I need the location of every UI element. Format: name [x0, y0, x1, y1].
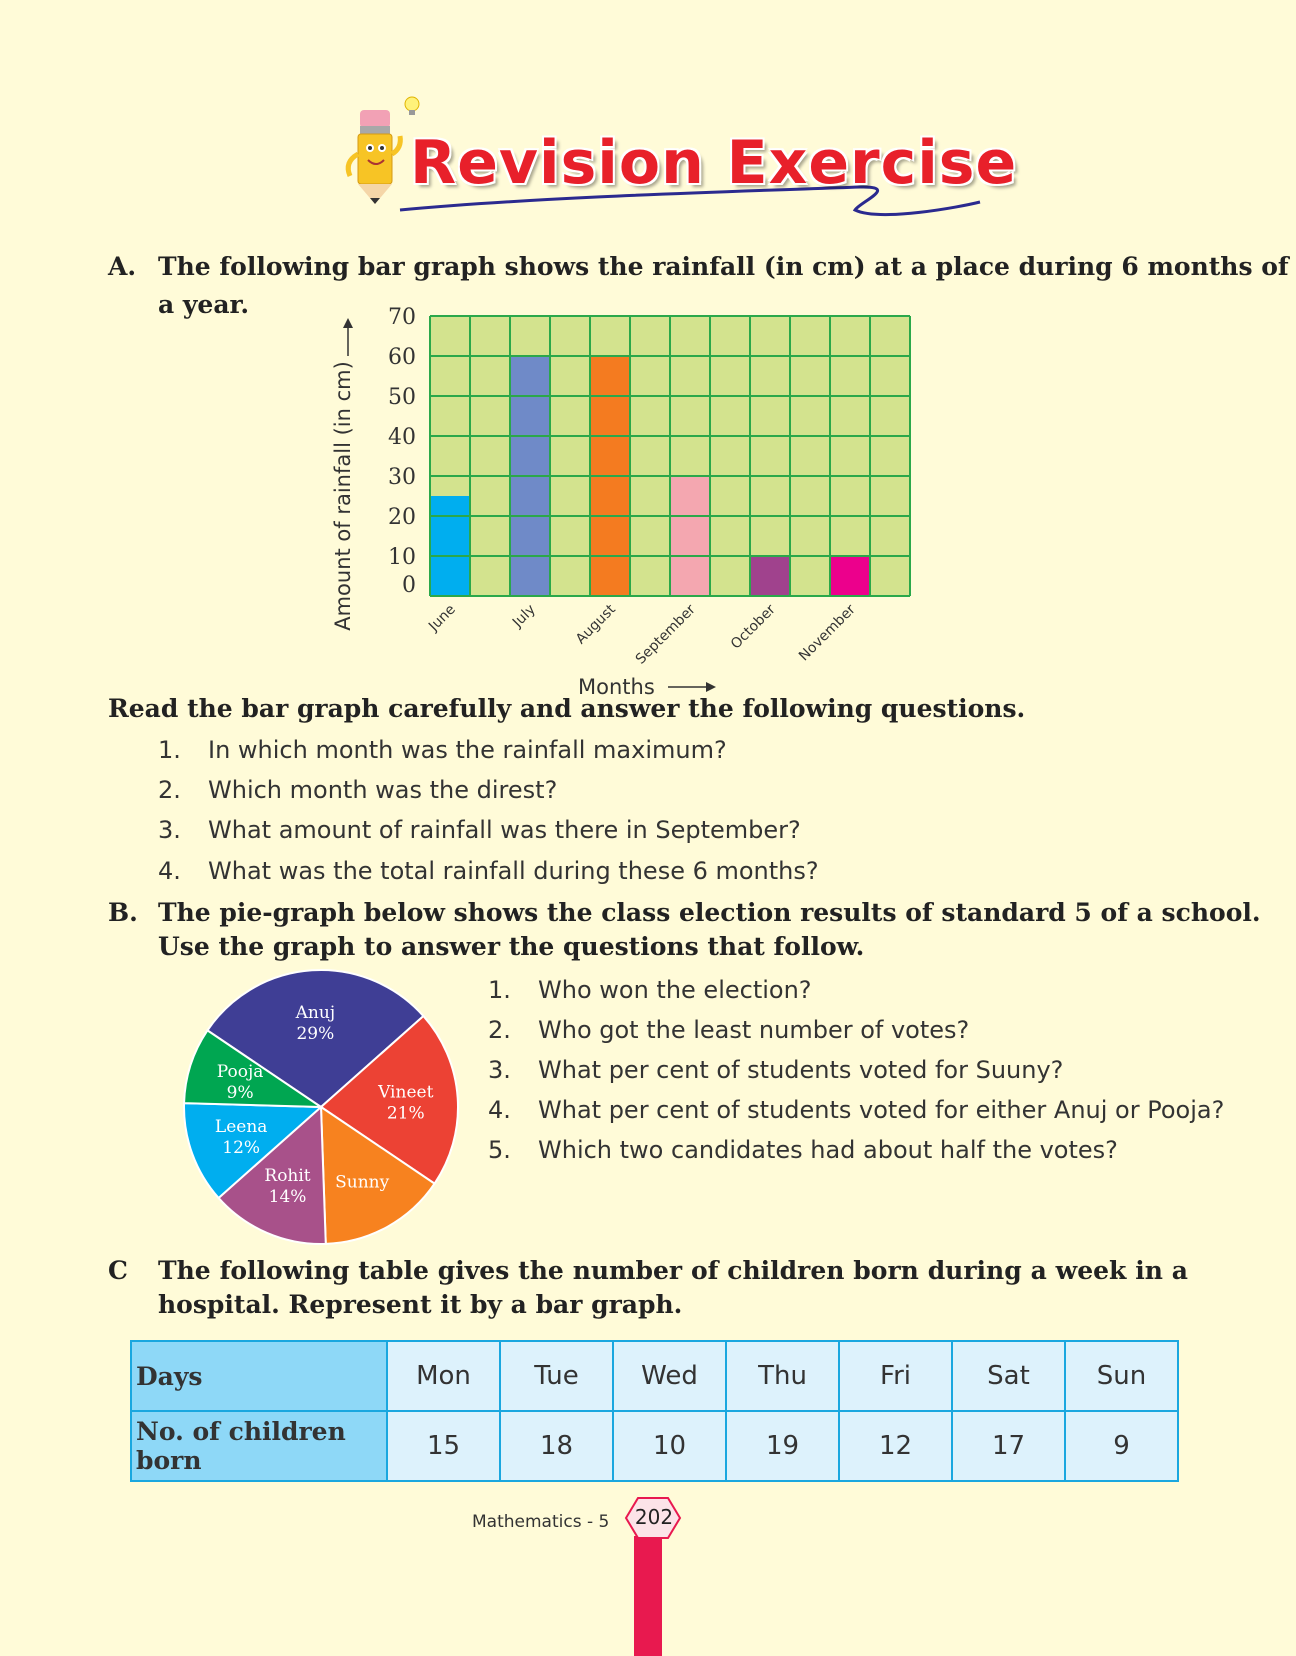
section-c-heading-line2: hospital. Represent it by a bar graph.: [158, 1290, 683, 1319]
y-tick-label: 40: [388, 425, 416, 450]
question-text: What was the total rainfall during these 6 months?: [208, 857, 819, 885]
question-item: [488, 1016, 969, 1044]
question-item: [488, 1096, 1224, 1124]
table-cell: 19: [726, 1411, 839, 1481]
x-tick-label: September: [632, 601, 699, 668]
table-cell: Wed: [613, 1341, 726, 1411]
question-number: 4.: [158, 857, 181, 885]
section-c-heading-line1: The following table gives the number of children born during a week in a: [158, 1256, 1188, 1285]
table-cell: Mon: [387, 1341, 500, 1411]
question-number: 3.: [158, 816, 181, 844]
bar-november: [830, 556, 870, 596]
row-header-children-born: No. of children born: [131, 1411, 387, 1481]
y-tick-label: 60: [388, 345, 416, 370]
section-c-label: C: [108, 1256, 128, 1285]
lightbulb-icon: [405, 97, 419, 115]
pie-label-percent: 9%: [226, 1083, 254, 1104]
children-born-table: [130, 1340, 1179, 1482]
pie-label-percent: 12%: [222, 1138, 261, 1159]
table-cell: 9: [1065, 1411, 1178, 1481]
pie-label-name: Rohit: [264, 1166, 311, 1187]
y-tick-label: 30: [388, 465, 416, 490]
table-row-days: [131, 1341, 1178, 1411]
question-text: Who won the election?: [538, 976, 812, 1004]
x-tick-label: October: [727, 601, 779, 653]
x-tick-label: July: [509, 601, 539, 631]
question-number: 1.: [488, 976, 511, 1004]
table-cell: 18: [500, 1411, 613, 1481]
table-cell: Sun: [1065, 1341, 1178, 1411]
election-pie-chart: [176, 962, 466, 1252]
table-cell: Sat: [952, 1341, 1065, 1411]
page-title: Revision Exercise: [410, 128, 1018, 198]
question-text: Who got the least number of votes?: [538, 1016, 970, 1044]
x-tick-label: June: [425, 601, 459, 635]
rainfall-bar-chart: [320, 290, 920, 699]
question-number: 2.: [158, 776, 181, 804]
pie-label-name: Vineet: [378, 1082, 434, 1103]
question-text: In which month was the rainfall maximum?: [208, 736, 727, 764]
table-cell: 17: [952, 1411, 1065, 1481]
bar-june: [430, 496, 470, 596]
pie-label-percent: 29%: [296, 1024, 335, 1045]
table-cell: 10: [613, 1411, 726, 1481]
question-item: [158, 776, 557, 804]
x-axis-arrow-head: [706, 682, 716, 692]
section-a-label: A.: [108, 252, 137, 281]
table-cell: Tue: [500, 1341, 613, 1411]
table-cell: 12: [839, 1411, 952, 1481]
x-tick-label: November: [796, 601, 859, 665]
section-b-heading-line2: Use the graph to answer the questions that follow.: [158, 932, 865, 961]
pie-label-name: Pooja: [216, 1062, 264, 1083]
x-axis-label: Months: [578, 675, 655, 699]
y-tick-label: 70: [388, 305, 416, 330]
question-item: [158, 736, 727, 764]
y-axis-arrow-head: [343, 318, 353, 328]
y-tick-label: 0: [402, 573, 416, 598]
question-text: Which month was the direst?: [208, 776, 558, 804]
pie-label-name: Leena: [214, 1117, 268, 1138]
question-text: What per cent of students voted for Suuny?: [538, 1056, 1064, 1084]
bar-october: [750, 556, 790, 596]
y-tick-label: 10: [388, 545, 416, 570]
question-item: [488, 1056, 1063, 1084]
question-text: What amount of rainfall was there in September?: [208, 816, 801, 844]
section-b-heading-line1: The pie-graph below shows the class election results of standard 5 of a school.: [158, 898, 1261, 927]
y-axis-label: Amount of rainfall (in cm): [331, 361, 355, 631]
question-number: 5.: [488, 1136, 511, 1164]
section-a-heading-line2: a year.: [158, 290, 250, 319]
question-number: 4.: [488, 1096, 511, 1124]
table-cell: 15: [387, 1411, 500, 1481]
footer-subject: Mathematics - 5: [472, 1512, 610, 1532]
bar-september: [670, 476, 710, 596]
pie-label-name: Anuj: [295, 1003, 336, 1024]
pie-label-percent: 14%: [268, 1187, 307, 1208]
question-item: [488, 1136, 1118, 1164]
question-number: 2.: [488, 1016, 511, 1044]
page-number: 202: [634, 1505, 674, 1529]
table-cell: Fri: [839, 1341, 952, 1411]
section-b-label: B.: [108, 898, 138, 927]
section-a-instruction: Read the bar graph carefully and answer the following questions.: [108, 694, 1026, 723]
question-item: [158, 816, 801, 844]
table-row-counts: [131, 1411, 1178, 1481]
question-item: [488, 976, 812, 1004]
section-a-heading-line1: The following bar graph shows the rainfall (in cm) at a place during 6 months of: [158, 252, 1289, 281]
pie-label-percent: 21%: [386, 1103, 425, 1124]
table-cell: Thu: [726, 1341, 839, 1411]
y-tick-label: 50: [388, 385, 416, 410]
question-text: What per cent of students voted for either Anuj or Pooja?: [538, 1096, 1225, 1124]
question-number: 1.: [158, 736, 181, 764]
pencil-mascot-icon: [348, 110, 400, 204]
question-number: 3.: [488, 1056, 511, 1084]
row-header-days: Days: [131, 1341, 387, 1411]
y-tick-label: 20: [388, 505, 416, 530]
question-item: [158, 857, 819, 885]
question-text: Which two candidates had about half the votes?: [538, 1136, 1118, 1164]
x-tick-label: August: [572, 601, 619, 648]
pie-label-name: Sunny: [335, 1172, 390, 1193]
